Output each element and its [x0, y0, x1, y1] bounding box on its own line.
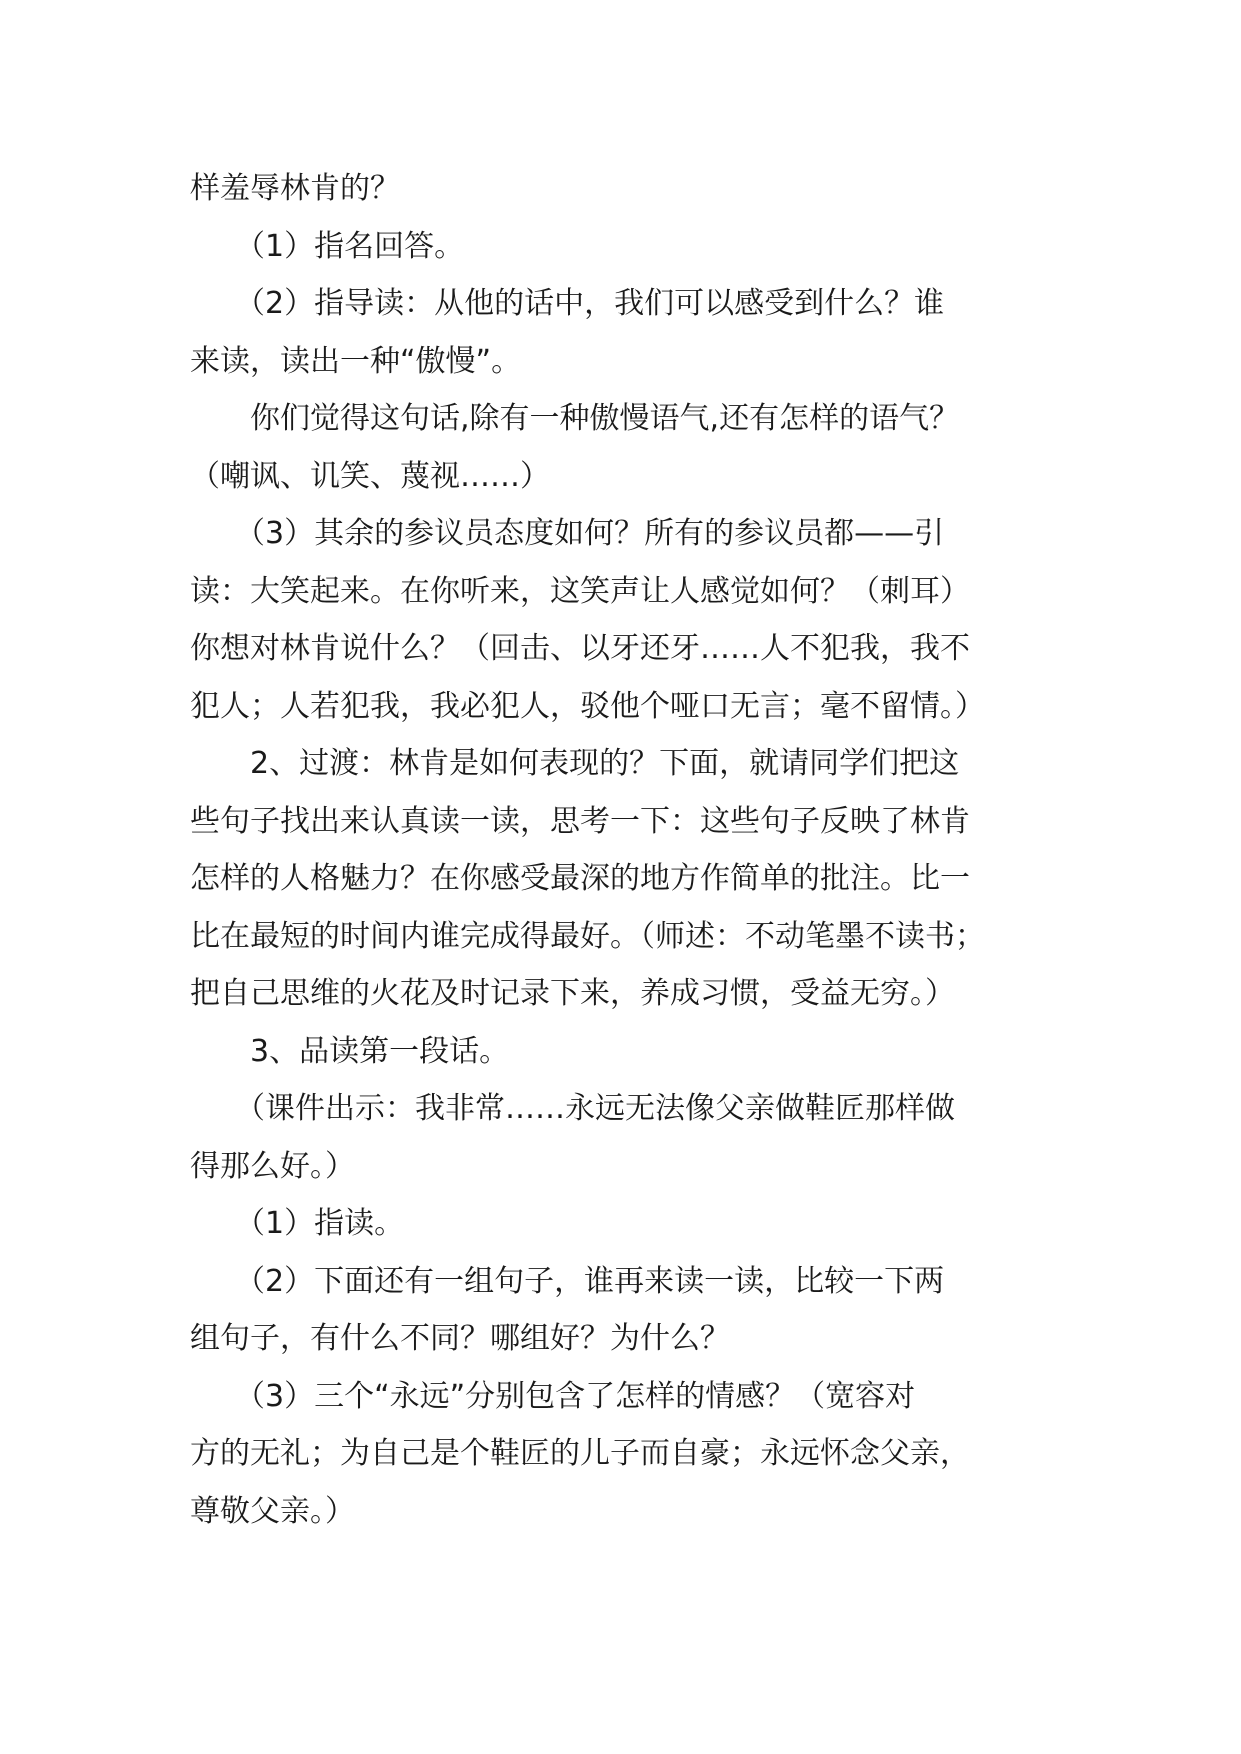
- text-line: 把自己思维的火花及时记录下来，养成习惯，受益无穷。）: [190, 976, 955, 1011]
- text-line: 你想对林肯说什么？（回击、以牙还牙……人不犯我，我不: [190, 631, 970, 666]
- text-line: 2、过渡：林肯是如何表现的？下面，就请同学们把这: [190, 746, 960, 781]
- text-line: （3）三个“永远”分别包含了怎样的情感？（宽容对: [190, 1378, 916, 1414]
- text-line: 些句子找出来认真读一读，思考一下：这些句子反映了林肯: [190, 803, 970, 839]
- text-line: 得那么好。）: [190, 1148, 355, 1184]
- text-line: （嘲讽、讥笑、蔑视……）: [190, 458, 550, 494]
- text-line: 样羞辱林肯的？: [190, 171, 400, 206]
- text-line: （2）下面还有一组句子，谁再来读一读，比较一下两: [190, 1263, 945, 1299]
- text-line: （课件出示：我非常……永远无法像父亲做鞋匠那样做: [190, 1091, 955, 1126]
- text-line: （3）其余的参议员态度如何？所有的参议员都——引: [190, 516, 945, 551]
- text-line: 犯人；人若犯我，我必犯人，驳他个哑口无言；毫不留情。）: [190, 688, 985, 724]
- text-line: 你们觉得这句话,除有一种傲慢语气,还有怎样的语气？: [190, 401, 960, 436]
- text-line: 方的无礼；为自己是个鞋匠的儿子而自豪；永远怀念父亲，: [190, 1436, 970, 1471]
- text-line: （1）指名回答。: [190, 228, 465, 264]
- text-line: 读：大笑起来。在你听来，这笑声让人感觉如何？（刺耳）: [190, 573, 970, 609]
- text-line: （2）指导读：从他的话中，我们可以感受到什么？谁: [190, 286, 945, 321]
- text-line: 3、品读第一段话。: [190, 1033, 510, 1069]
- text-line: 组句子，有什么不同？哪组好？为什么？: [190, 1321, 730, 1356]
- document-body: [190, 160, 1070, 1540]
- text-line: 怎样的人格魅力？在你感受最深的地方作简单的批注。比一: [190, 861, 970, 896]
- text-line: （1）指读。: [190, 1206, 405, 1241]
- text-line: 比在最短的时间内谁完成得最好。（师述：不动笔墨不读书；: [190, 918, 985, 954]
- text-line: 来读，读出一种“傲慢”。: [190, 343, 522, 379]
- text-line: 尊敬父亲。）: [190, 1493, 355, 1529]
